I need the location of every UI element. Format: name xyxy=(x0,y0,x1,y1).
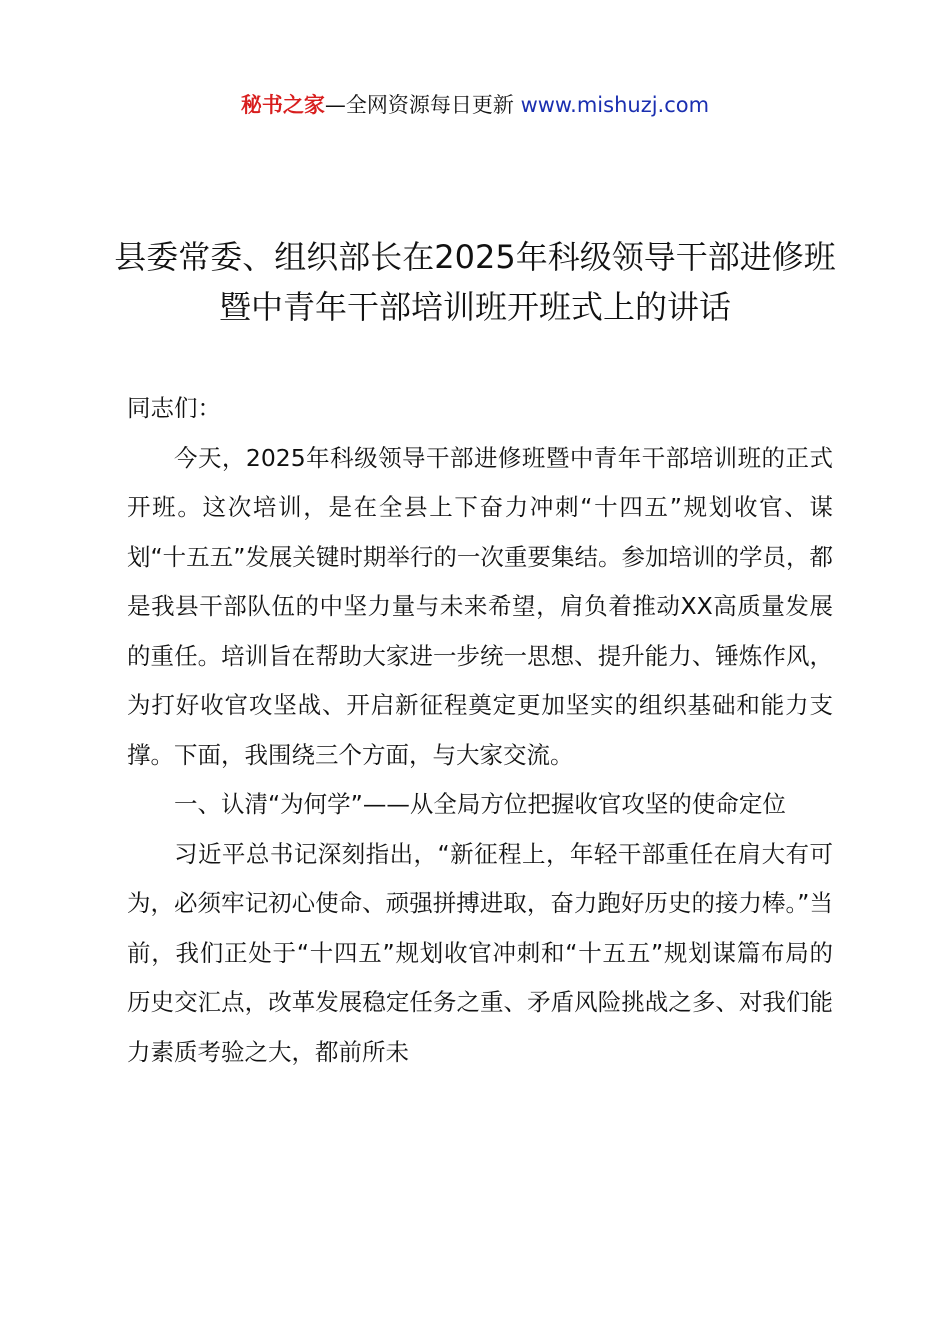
paragraph-section-1: 习近平总书记深刻指出，“新征程上，年轻干部重任在肩大有可为，必须牢记初心使命、顽强拼搏进取，奋力跑好历史的接力棒。”当前，我们正处于“十四五”规划收官冲刺和“十五五”规划谋篇布局的历史交汇点，改革发展稳定任务之重、矛盾风险挑战之多、对我们能力素质考验之大，都前所未 xyxy=(127,839,833,1066)
salutation: 同志们： xyxy=(127,394,221,422)
document-body xyxy=(127,384,833,1077)
site-tagline: —全网资源每日更新 xyxy=(324,93,521,117)
section-heading-1: 一、认清“为何学”——从全局方位把握收官攻坚的使命定位 xyxy=(174,790,786,818)
site-brand: 秘书之家 xyxy=(240,93,325,117)
site-url-link[interactable]: www.mishuzj.com xyxy=(520,93,710,117)
paragraph-intro: 今天，2025年科级领导干部进修班暨中青年干部培训班的正式开班。这次培训，是在全县上下奋力冲刺“十四五”规划收官、谋划“十五五”发展关键时期举行的一次重要集结。参加培训的学员，都是我县干部队伍的中坚力量与未来希望，肩负着推动XX高质量发展的重任。培训旨在帮助大家进一步统一思想、提升能力、锤炼作风，为打好收官攻坚战、开启新征程奠定更加坚实的组织基础和能力支撑。下面，我围绕三个方面，与大家交流。 xyxy=(127,443,833,769)
site-header xyxy=(0,90,950,120)
document-title: 县委常委、组织部长在2025年科级领导干部进修班暨中青年干部培训班开班式上的讲话 xyxy=(114,238,836,326)
